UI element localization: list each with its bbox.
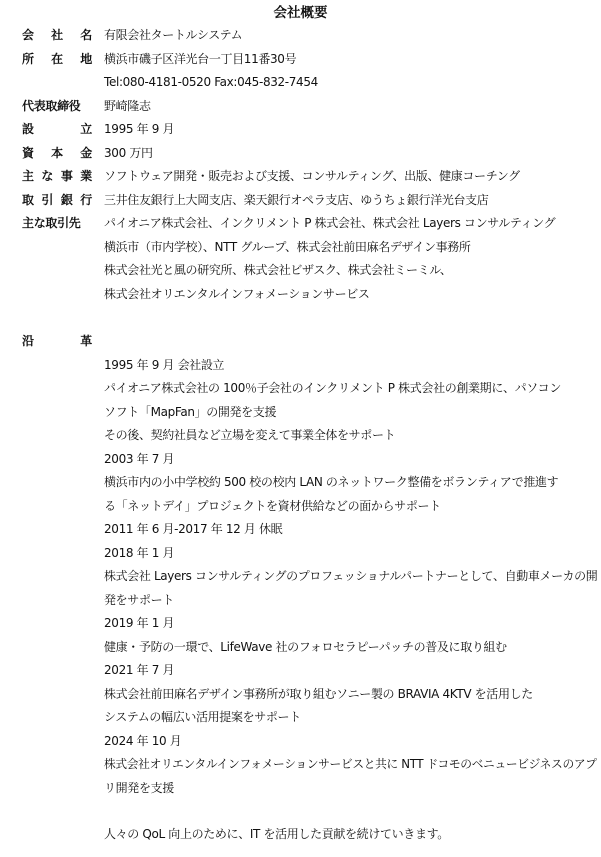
company-name-label (22, 24, 92, 47)
history-label (22, 330, 92, 353)
history-line (0, 636, 601, 659)
business-row (0, 165, 601, 188)
clients-line: 株式会社光と風の研究所、株式会社ビザスク、株式会社ミーミル、 (104, 263, 452, 277)
clients-row (0, 212, 601, 235)
label-char: 所 (22, 52, 34, 66)
history-text: システムの幅広い活用提案をサポート (104, 710, 301, 724)
label-char: 業 (80, 169, 92, 183)
history-line (0, 659, 601, 682)
history-line (0, 495, 601, 518)
history-text: 株式会社 Layers コンサルティングのプロフェッショナルパートナーとして、自動車メーカの開 (104, 569, 598, 583)
label-char: 銀 (60, 193, 73, 207)
label-char: 資 (22, 146, 34, 160)
history-line (0, 542, 601, 565)
label-char: 会 (22, 28, 34, 42)
company-name-row (0, 24, 601, 47)
banks-label (22, 189, 92, 212)
label-char: 在 (51, 52, 63, 66)
label-char: 地 (80, 52, 92, 66)
history-text: 2024 年 10 月 (104, 734, 182, 748)
history-text: 2003 年 7 月 (104, 452, 175, 466)
history-line (0, 377, 601, 400)
history-text: 健康・予防の一環で、LifeWave 社のフォロセラピーパッチの普及に取り組む (104, 640, 507, 654)
label-char: 立 (80, 122, 92, 136)
history-line (0, 354, 601, 377)
label-char: な (41, 169, 54, 183)
label-char: 主 (22, 169, 34, 183)
history-heading-row (0, 330, 601, 353)
history-line (0, 471, 601, 494)
history-text: その後、契約社員など立場を変えて事業全体をサポート (104, 428, 396, 442)
history-line (0, 518, 601, 541)
history-text: 2018 年 1 月 (104, 546, 175, 560)
history-text: 2021 年 7 月 (104, 663, 175, 677)
capital-value: 300 万円 (104, 146, 153, 160)
label-char: 名 (80, 28, 92, 42)
representative-label: 代表取締役 (22, 99, 81, 113)
established-value: 1995 年 9 月 (104, 122, 175, 136)
address-label (22, 48, 92, 71)
label-char: 行 (80, 193, 92, 207)
history-line (0, 777, 601, 800)
history-text: 横浜市内の小中学校約 500 校の校内 LAN のネットワーク整備をボランティアで推進す (104, 475, 559, 489)
tel-fax-row (0, 71, 601, 94)
clients-line: 株式会社オリエンタルインフォメーションサービス (104, 287, 370, 301)
history-text: リ開発を支援 (104, 781, 174, 795)
label-char: 金 (80, 146, 92, 160)
address-value: 横浜市磯子区洋光台一丁目11番30号 (104, 52, 297, 66)
history-line (0, 401, 601, 424)
business-label (22, 165, 92, 188)
label-char: 事 (60, 169, 73, 183)
company-name-value: 有限会社タートルシステム (104, 28, 243, 42)
label-char: 本 (51, 146, 63, 160)
label-char: 引 (41, 193, 54, 207)
representative-value: 野崎隆志 (104, 99, 151, 113)
history-line (0, 612, 601, 635)
history-text: ソフト「MapFan」の開発を支援 (104, 405, 277, 419)
history-text: 発をサポート (104, 593, 174, 607)
clients-row (0, 259, 601, 282)
clients-label: 主な取引先 (22, 216, 81, 230)
label-char: 設 (22, 122, 34, 136)
history-text: る「ネットデイ」プロジェクトを資材供給などの面からサポート (104, 499, 441, 513)
closing-statement: 人々の QoL 向上のために、IT を活用した貢献を続けていきます。 (104, 827, 449, 841)
history-text: 1995 年 9 月 会社設立 (104, 358, 225, 372)
history-line (0, 565, 601, 588)
business-value: ソフトウェア開発・販売および支援、コンサルティング、出版、健康コーチング (104, 169, 520, 183)
representative-row (0, 95, 601, 118)
history-text: 2011 年 6 月-2017 年 12 月 休眠 (104, 522, 283, 536)
capital-label (22, 142, 92, 165)
history-line (0, 448, 601, 471)
history-text: パイオニア株式会社の 100％子会社のインクリメント P 株式会社の創業期に、パソコン (104, 381, 561, 395)
capital-row (0, 142, 601, 165)
banks-row (0, 189, 601, 212)
history-text: 2019 年 1 月 (104, 616, 175, 630)
clients-row (0, 283, 601, 306)
tel-fax-value: Tel:080-4181-0520 Fax:045-832-7454 (104, 75, 318, 89)
document-title: 会社概要 (273, 5, 328, 21)
history-text: 株式会社前田麻名デザイン事務所が取り組むソニー製の BRAVIA 4KTV を活用した (104, 687, 533, 701)
clients-line: 横浜市（市内学校）、NTT グループ、株式会社前田麻名デザイン事務所 (104, 240, 471, 254)
label-char: 社 (51, 28, 63, 42)
history-line (0, 589, 601, 612)
label-char: 沿 (22, 334, 34, 348)
established-row (0, 118, 601, 141)
closing-row (0, 823, 601, 846)
address-row (0, 48, 601, 71)
history-line (0, 753, 601, 776)
history-line (0, 730, 601, 753)
clients-line: パイオニア株式会社、インクリメント P 株式会社、株式会社 Layers コンサルティング (104, 216, 556, 230)
established-label (22, 118, 92, 141)
banks-value: 三井住友銀行上大岡支店、楽天銀行オペラ支店、ゆうちょ銀行洋光台支店 (104, 193, 489, 207)
label-char: 取 (22, 193, 34, 207)
history-line (0, 424, 601, 447)
history-line (0, 706, 601, 729)
clients-row (0, 236, 601, 259)
history-line (0, 683, 601, 706)
history-text: 株式会社オリエンタルインフォメーションサービスと共に NTT ドコモのベニュービジネスのアプ (104, 757, 597, 771)
label-char: 革 (80, 334, 92, 348)
